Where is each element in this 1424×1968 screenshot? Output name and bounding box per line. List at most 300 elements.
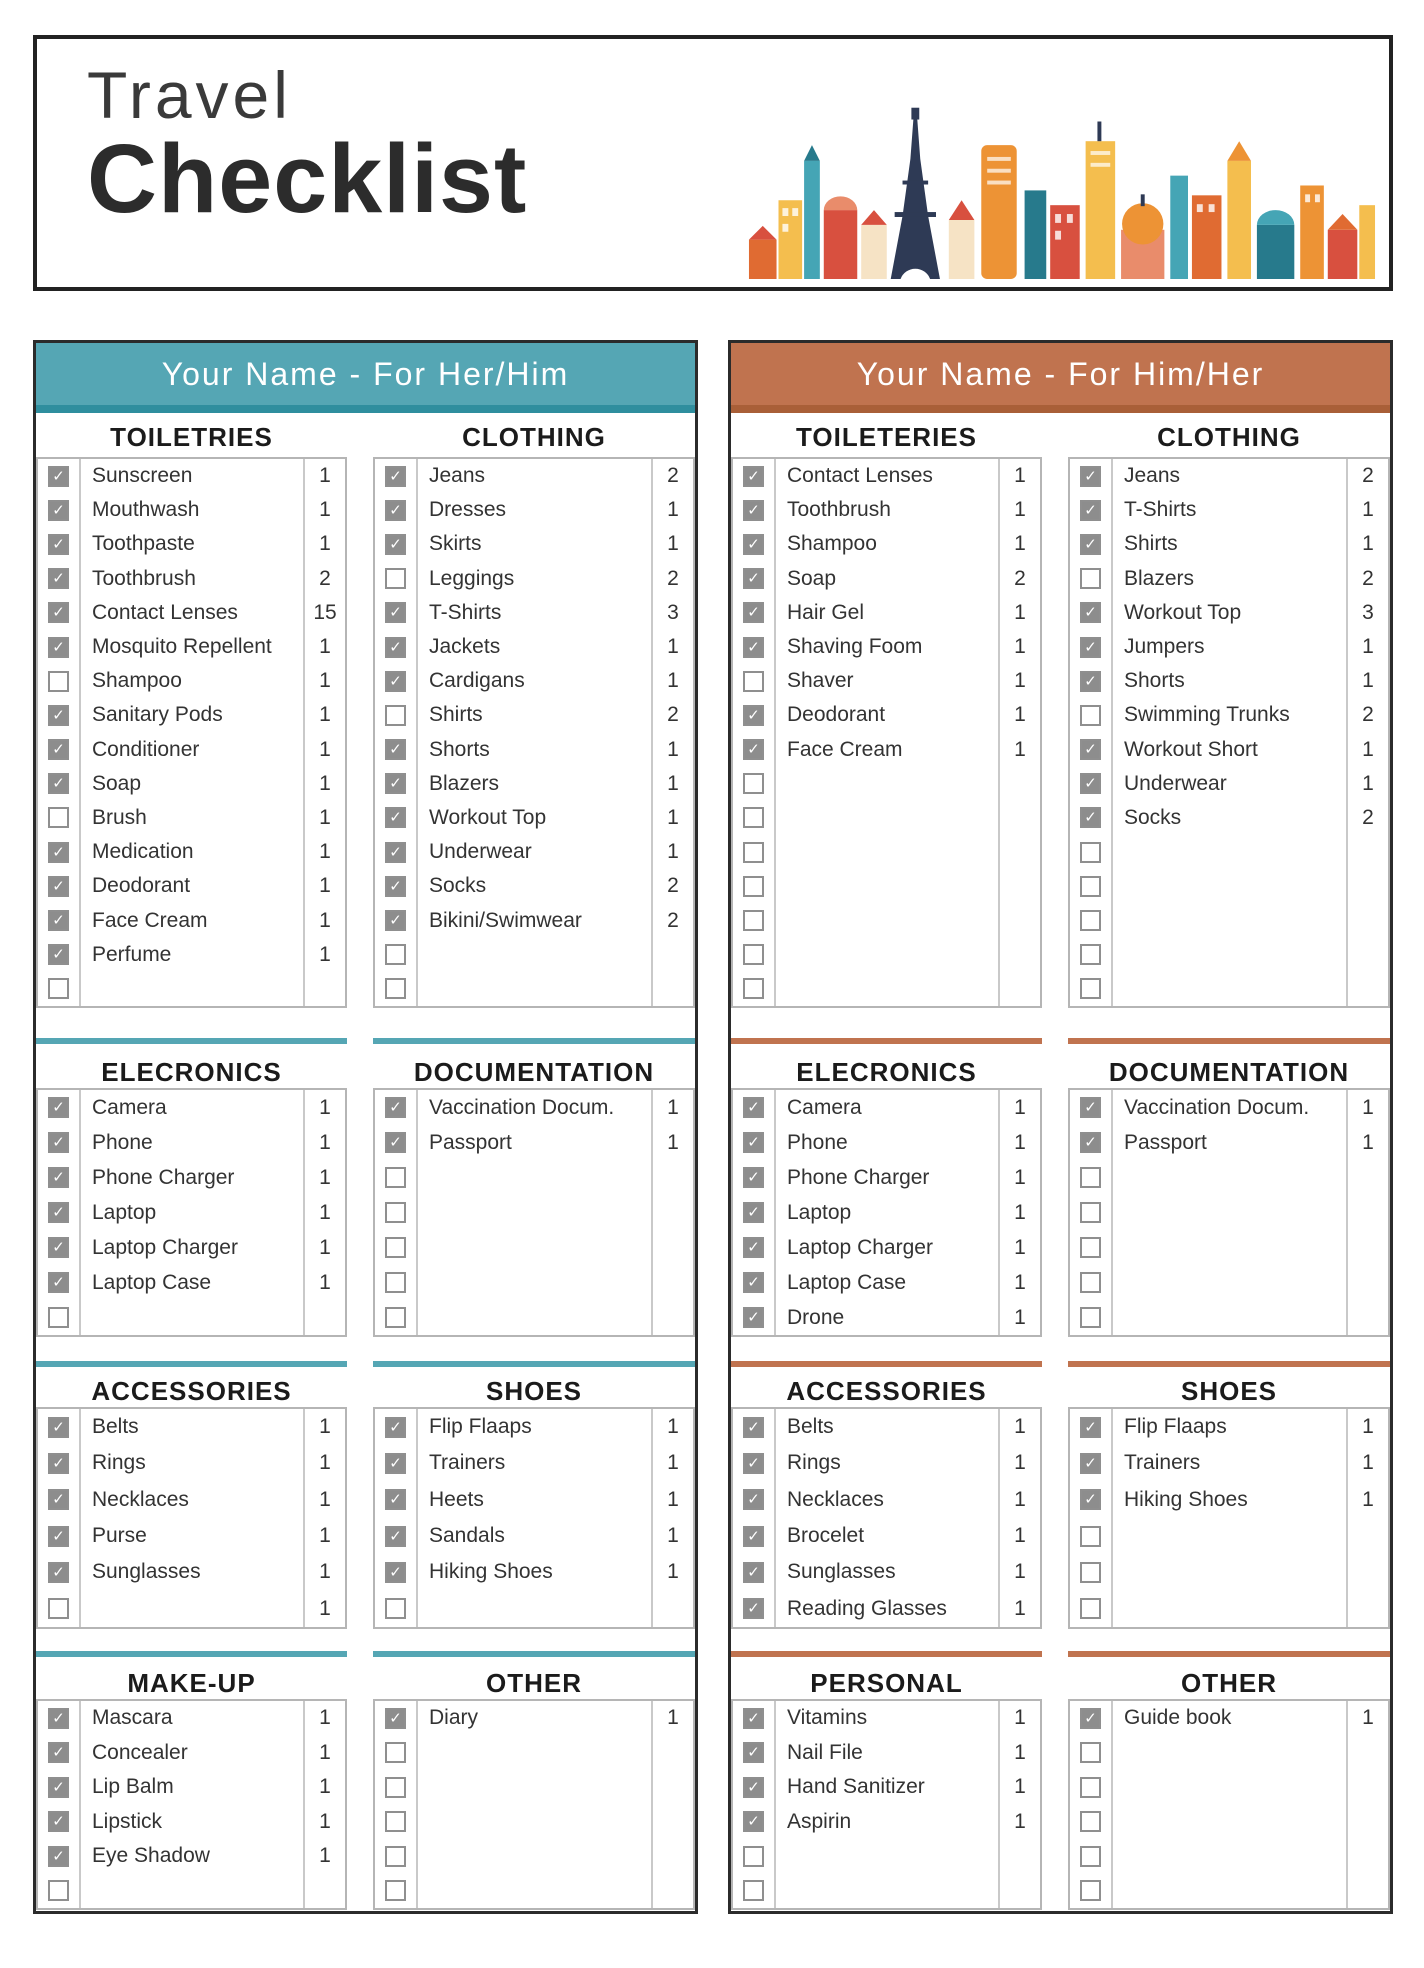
checkbox-checked[interactable] <box>48 876 69 897</box>
item-label <box>418 1265 651 1300</box>
checkbox-checked[interactable] <box>1080 739 1101 760</box>
checkbox-checked[interactable] <box>48 1742 69 1763</box>
checkbox-checked[interactable] <box>385 671 406 692</box>
checkbox-checked[interactable] <box>743 1417 764 1438</box>
checkbox-checked[interactable] <box>743 1453 764 1474</box>
checkbox-unchecked[interactable] <box>48 807 69 828</box>
item-label: Eye Shadow <box>92 1844 210 1868</box>
item-qty: 1 <box>303 869 345 903</box>
checkbox-checked[interactable] <box>385 1097 406 1118</box>
item-qty: 1 <box>303 1195 345 1230</box>
checkbox-unchecked[interactable] <box>385 1307 406 1328</box>
checkbox-unchecked[interactable] <box>385 705 406 726</box>
checkbox-unchecked[interactable] <box>743 1846 764 1867</box>
checkbox-unchecked[interactable] <box>385 1598 406 1619</box>
checkbox-checked[interactable] <box>385 1417 406 1438</box>
checkbox-unchecked[interactable] <box>743 842 764 863</box>
checkbox-checked[interactable] <box>743 1272 764 1293</box>
checklist-row <box>38 1409 345 1445</box>
item-label <box>1113 1804 1346 1839</box>
item-qty: 1 <box>303 1409 345 1445</box>
checklist-row <box>1070 1125 1388 1160</box>
checklist-row <box>733 1265 1040 1300</box>
item-qty: 1 <box>998 1482 1040 1518</box>
checklist <box>36 1699 347 1910</box>
checklist-row <box>375 1735 693 1770</box>
checkbox-unchecked[interactable] <box>1080 1846 1101 1867</box>
checkbox-unchecked[interactable] <box>385 1167 406 1188</box>
checkbox-checked[interactable] <box>743 1167 764 1188</box>
checkbox-checked[interactable] <box>48 466 69 487</box>
item-qty: 1 <box>1346 733 1388 767</box>
checkbox-checked[interactable] <box>48 568 69 589</box>
checkbox-unchecked[interactable] <box>1080 1598 1101 1619</box>
checkbox-unchecked[interactable] <box>48 1307 69 1328</box>
item-qty: 1 <box>303 1445 345 1481</box>
checkbox-unchecked[interactable] <box>743 1880 764 1901</box>
item-qty <box>998 869 1040 903</box>
checkbox-checked[interactable] <box>1080 637 1101 658</box>
checklist-row <box>38 1873 345 1908</box>
item-label: Toothbrush <box>787 498 891 522</box>
item-qty <box>1346 1195 1388 1230</box>
checkbox-unchecked[interactable] <box>1080 705 1101 726</box>
item-label <box>81 972 303 1006</box>
checklist-row <box>38 1482 345 1518</box>
checkbox-checked[interactable] <box>743 466 764 487</box>
checklist-row <box>38 562 345 596</box>
checkbox-checked[interactable] <box>1080 1453 1101 1474</box>
item-label: Soap <box>92 771 142 795</box>
checklist-row <box>733 972 1040 1006</box>
section-divider <box>36 1361 347 1367</box>
checkbox-checked[interactable] <box>743 602 764 623</box>
checklist-row <box>1070 1482 1388 1518</box>
checkbox-checked[interactable] <box>48 1167 69 1188</box>
item-qty: 1 <box>1346 1701 1388 1736</box>
checkbox-checked[interactable] <box>743 1562 764 1583</box>
checklist-row <box>733 459 1040 493</box>
checkbox-checked[interactable] <box>385 910 406 931</box>
checkbox-checked[interactable] <box>385 1526 406 1547</box>
item-qty: 1 <box>998 1160 1040 1195</box>
item-qty: 1 <box>651 527 693 561</box>
checkbox-checked[interactable] <box>743 1097 764 1118</box>
panel-title: Your Name - For Her/Him <box>161 355 570 392</box>
item-qty: 2 <box>1346 562 1388 596</box>
item-qty <box>651 1735 693 1770</box>
item-label: Vaccination Docum. <box>1124 1095 1310 1119</box>
item-qty <box>1346 1804 1388 1839</box>
checkbox-checked[interactable] <box>48 1272 69 1293</box>
item-qty: 1 <box>1346 1445 1388 1481</box>
checklist-row <box>375 1265 693 1300</box>
checklist-row <box>1070 733 1388 767</box>
item-qty <box>1346 1770 1388 1805</box>
item-label: Belts <box>92 1415 139 1439</box>
checkbox-checked[interactable] <box>48 1562 69 1583</box>
checkbox-unchecked[interactable] <box>743 978 764 999</box>
checkbox-checked[interactable] <box>743 1708 764 1729</box>
checkbox-checked[interactable] <box>48 910 69 931</box>
item-label: Sanitary Pods <box>92 703 223 727</box>
checklist-row <box>1070 1265 1388 1300</box>
checkbox-unchecked[interactable] <box>385 1742 406 1763</box>
checklist <box>1068 1407 1390 1629</box>
item-label <box>776 767 998 801</box>
checkbox-checked[interactable] <box>48 637 69 658</box>
checkbox-checked[interactable] <box>743 637 764 658</box>
item-qty: 1 <box>998 1265 1040 1300</box>
checklist-row <box>1070 1409 1388 1445</box>
item-qty: 1 <box>998 1770 1040 1805</box>
item-label: Vitamins <box>787 1706 868 1730</box>
item-qty: 2 <box>651 562 693 596</box>
item-label: Blazers <box>429 771 500 795</box>
item-label: Phone <box>787 1130 848 1154</box>
item-label: T-Shirts <box>1124 498 1197 522</box>
checkbox-unchecked[interactable] <box>385 1202 406 1223</box>
checkbox-unchecked[interactable] <box>385 1272 406 1293</box>
checkbox-checked[interactable] <box>743 1526 764 1547</box>
checklist-row <box>733 1518 1040 1554</box>
checklist-row <box>375 1160 693 1195</box>
item-qty: 1 <box>303 630 345 664</box>
item-qty <box>303 1300 345 1335</box>
checkbox-checked[interactable] <box>1080 534 1101 555</box>
checklist-row <box>1070 698 1388 732</box>
checkbox-unchecked[interactable] <box>1080 910 1101 931</box>
checkbox-checked[interactable] <box>385 842 406 863</box>
item-label: Passport <box>429 1130 512 1154</box>
item-label: Shirts <box>1124 532 1178 556</box>
checkbox-checked[interactable] <box>48 1417 69 1438</box>
checkbox-checked[interactable] <box>743 1777 764 1798</box>
checklist <box>1068 457 1390 1008</box>
checklist-row <box>375 972 693 1006</box>
checkbox-unchecked[interactable] <box>1080 1880 1101 1901</box>
checklist-row <box>733 630 1040 664</box>
checkbox-checked[interactable] <box>743 1132 764 1153</box>
checkbox-checked[interactable] <box>1080 1417 1101 1438</box>
checklist-row <box>733 1300 1040 1335</box>
checkbox-unchecked[interactable] <box>743 876 764 897</box>
checkbox-checked[interactable] <box>743 1307 764 1328</box>
checkbox-unchecked[interactable] <box>1080 568 1101 589</box>
checkbox-checked[interactable] <box>48 534 69 555</box>
checklist-row <box>38 1518 345 1554</box>
checkbox-checked[interactable] <box>743 1237 764 1258</box>
checkbox-unchecked[interactable] <box>1080 1167 1101 1188</box>
checkbox-checked[interactable] <box>1080 1708 1101 1729</box>
checkbox-unchecked[interactable] <box>385 944 406 965</box>
item-label: Jackets <box>429 635 501 659</box>
item-qty: 1 <box>303 1125 345 1160</box>
checkbox-checked[interactable] <box>385 876 406 897</box>
section-band <box>731 1038 1390 1337</box>
checklist-row <box>733 835 1040 869</box>
item-qty <box>1346 1839 1388 1874</box>
panel-title: Your Name - For Him/Her <box>856 355 1265 392</box>
checkbox-checked[interactable] <box>1080 500 1101 521</box>
checklist-row <box>38 1230 345 1265</box>
checkbox-checked[interactable] <box>1080 1489 1101 1510</box>
section-title: DOCUMENTATION <box>413 1057 655 1087</box>
item-qty <box>651 1195 693 1230</box>
checkbox-unchecked[interactable] <box>1080 1272 1101 1293</box>
checklist-row <box>733 1735 1040 1770</box>
checkbox-unchecked[interactable] <box>1080 1777 1101 1798</box>
item-label: Jeans <box>429 464 486 488</box>
checkbox-checked[interactable] <box>385 807 406 828</box>
checkbox-checked[interactable] <box>743 568 764 589</box>
checkbox-unchecked[interactable] <box>743 671 764 692</box>
item-qty <box>1346 869 1388 903</box>
checkbox-checked[interactable] <box>48 1811 69 1832</box>
checkbox-checked[interactable] <box>743 739 764 760</box>
checkbox-checked[interactable] <box>48 1489 69 1510</box>
item-label: Workout Top <box>429 805 547 829</box>
item-qty <box>998 1839 1040 1874</box>
checkbox-unchecked[interactable] <box>48 671 69 692</box>
checkbox-checked[interactable] <box>48 1846 69 1867</box>
item-label: Laptop Case <box>787 1270 907 1294</box>
checkbox-checked[interactable] <box>48 944 69 965</box>
checkbox-checked[interactable] <box>1080 602 1101 623</box>
checkbox-checked[interactable] <box>48 842 69 863</box>
checkbox-checked[interactable] <box>385 466 406 487</box>
item-qty: 1 <box>303 493 345 527</box>
checkbox-checked[interactable] <box>743 1598 764 1619</box>
checkbox-unchecked[interactable] <box>1080 978 1101 999</box>
checkbox-checked[interactable] <box>385 773 406 794</box>
item-label: Sunglasses <box>92 1560 201 1584</box>
checklist-row <box>733 1770 1040 1805</box>
checkbox-checked[interactable] <box>385 1453 406 1474</box>
item-label: Purse <box>92 1524 147 1548</box>
item-label <box>776 972 998 1006</box>
checkbox-checked[interactable] <box>48 1132 69 1153</box>
checklist-row <box>38 1195 345 1230</box>
checkbox-checked[interactable] <box>48 1097 69 1118</box>
checkbox-unchecked[interactable] <box>385 568 406 589</box>
checklist <box>36 1088 347 1337</box>
item-label: Workout Top <box>1124 600 1242 624</box>
checkbox-unchecked[interactable] <box>385 978 406 999</box>
checklist-row <box>38 664 345 698</box>
checkbox-checked[interactable] <box>48 773 69 794</box>
item-qty: 1 <box>303 698 345 732</box>
checkbox-unchecked[interactable] <box>385 1777 406 1798</box>
checkbox-unchecked[interactable] <box>1080 876 1101 897</box>
item-qty: 1 <box>998 1445 1040 1481</box>
checkbox-checked[interactable] <box>48 1777 69 1798</box>
item-label <box>418 1873 651 1908</box>
checkbox-checked[interactable] <box>48 1237 69 1258</box>
item-label: Dresses <box>429 498 507 522</box>
item-qty: 1 <box>651 1482 693 1518</box>
item-qty: 1 <box>651 1125 693 1160</box>
item-qty: 3 <box>651 596 693 630</box>
item-label: Swimming Trunks <box>1124 703 1290 727</box>
checkbox-unchecked[interactable] <box>1080 1237 1101 1258</box>
checklist-row <box>375 630 693 664</box>
item-qty: 1 <box>303 938 345 972</box>
item-qty: 1 <box>1346 630 1388 664</box>
checkbox-unchecked[interactable] <box>48 1598 69 1619</box>
item-label: Guide book <box>1124 1706 1232 1730</box>
section-title: CLOTHING <box>462 422 606 452</box>
checkbox-checked[interactable] <box>48 602 69 623</box>
checkbox-unchecked[interactable] <box>1080 842 1101 863</box>
checklist-row <box>38 1804 345 1839</box>
checklist-row <box>1070 801 1388 835</box>
checkbox-checked[interactable] <box>743 1489 764 1510</box>
checkbox-unchecked[interactable] <box>385 1846 406 1867</box>
checkbox-checked[interactable] <box>1080 1132 1101 1153</box>
item-qty <box>651 1265 693 1300</box>
item-qty: 1 <box>1346 493 1388 527</box>
checkbox-unchecked[interactable] <box>385 1880 406 1901</box>
item-qty <box>303 972 345 1006</box>
checkbox-unchecked[interactable] <box>1080 1811 1101 1832</box>
section-title: SHOES <box>1180 1376 1278 1406</box>
item-qty <box>1346 1518 1388 1554</box>
checklist-row <box>38 801 345 835</box>
checklist-row <box>1070 459 1388 493</box>
checkbox-checked[interactable] <box>1080 466 1101 487</box>
item-qty <box>651 1230 693 1265</box>
checkbox-unchecked[interactable] <box>1080 1742 1101 1763</box>
checkbox-checked[interactable] <box>48 1708 69 1729</box>
item-qty: 1 <box>303 1160 345 1195</box>
item-qty: 2 <box>651 459 693 493</box>
checklist-row <box>1070 972 1388 1006</box>
checkbox-checked[interactable] <box>385 1489 406 1510</box>
checklist-row <box>733 1195 1040 1230</box>
checkbox-checked[interactable] <box>743 705 764 726</box>
item-qty: 15 <box>303 596 345 630</box>
checkbox-unchecked[interactable] <box>743 807 764 828</box>
item-label <box>418 1300 651 1335</box>
item-qty <box>998 972 1040 1006</box>
item-label: Phone <box>92 1130 153 1154</box>
item-label: Shorts <box>429 737 490 761</box>
checklist-row <box>375 1839 693 1874</box>
checkbox-checked[interactable] <box>1080 1097 1101 1118</box>
item-label <box>81 1590 303 1626</box>
checklist-row <box>1070 664 1388 698</box>
checklist-row <box>375 1554 693 1590</box>
checkbox-checked[interactable] <box>385 739 406 760</box>
item-qty: 1 <box>651 1090 693 1125</box>
item-qty: 1 <box>998 596 1040 630</box>
checkbox-unchecked[interactable] <box>1080 944 1101 965</box>
checkbox-checked[interactable] <box>48 739 69 760</box>
item-label: Necklaces <box>92 1487 189 1511</box>
item-qty: 1 <box>303 1090 345 1125</box>
checklist-row <box>733 664 1040 698</box>
checkbox-checked[interactable] <box>1080 773 1101 794</box>
item-qty <box>651 1590 693 1626</box>
checkbox-unchecked[interactable] <box>1080 1562 1101 1583</box>
item-qty: 1 <box>998 1701 1040 1736</box>
checklist-row <box>1070 1300 1388 1335</box>
checklist-row <box>1070 1590 1388 1626</box>
checkbox-unchecked[interactable] <box>1080 1526 1101 1547</box>
checkbox-checked[interactable] <box>385 1132 406 1153</box>
checkbox-checked[interactable] <box>385 1562 406 1583</box>
checklist-row <box>375 801 693 835</box>
item-qty: 2 <box>998 562 1040 596</box>
checkbox-unchecked[interactable] <box>743 910 764 931</box>
checklist-row <box>38 1770 345 1805</box>
item-label: Toothpaste <box>92 532 195 556</box>
checklist-row <box>1070 1518 1388 1554</box>
item-label: Camera <box>787 1095 862 1119</box>
checkbox-checked[interactable] <box>743 1811 764 1832</box>
item-qty: 1 <box>303 835 345 869</box>
checklist-row <box>1070 835 1388 869</box>
checkbox-checked[interactable] <box>48 1526 69 1547</box>
checkbox-checked[interactable] <box>48 1453 69 1474</box>
checkbox-checked[interactable] <box>385 534 406 555</box>
checkbox-checked[interactable] <box>1080 671 1101 692</box>
item-label <box>1113 869 1346 903</box>
checkbox-unchecked[interactable] <box>743 773 764 794</box>
item-qty: 1 <box>303 527 345 561</box>
checkbox-checked[interactable] <box>48 500 69 521</box>
checkbox-unchecked[interactable] <box>385 1237 406 1258</box>
item-label <box>418 938 651 972</box>
checkbox-unchecked[interactable] <box>1080 1202 1101 1223</box>
checkbox-checked[interactable] <box>385 500 406 521</box>
item-label: Contact Lenses <box>787 464 933 488</box>
checkbox-checked[interactable] <box>48 705 69 726</box>
item-qty <box>1346 938 1388 972</box>
panel-her <box>33 340 698 1914</box>
checkbox-unchecked[interactable] <box>48 978 69 999</box>
checkbox-checked[interactable] <box>743 534 764 555</box>
checkbox-checked[interactable] <box>1080 807 1101 828</box>
section-band <box>36 1651 695 1910</box>
checklist <box>731 1088 1042 1337</box>
checkbox-checked[interactable] <box>743 1742 764 1763</box>
item-label: Brocelet <box>787 1524 865 1548</box>
item-qty: 1 <box>303 664 345 698</box>
checklist-row <box>1070 1195 1388 1230</box>
item-label: Soap <box>787 566 837 590</box>
checkbox-checked[interactable] <box>743 500 764 521</box>
checkbox-unchecked[interactable] <box>743 944 764 965</box>
checkbox-unchecked[interactable] <box>48 1880 69 1901</box>
checkbox-checked[interactable] <box>385 1708 406 1729</box>
checkbox-unchecked[interactable] <box>385 1811 406 1832</box>
checklist <box>36 1407 347 1629</box>
item-label <box>418 972 651 1006</box>
item-qty: 2 <box>303 562 345 596</box>
checkbox-checked[interactable] <box>385 637 406 658</box>
checklist-row <box>1070 1230 1388 1265</box>
item-qty: 1 <box>998 733 1040 767</box>
checkbox-unchecked[interactable] <box>1080 1307 1101 1328</box>
checkbox-checked[interactable] <box>743 1202 764 1223</box>
item-label: Hiking Shoes <box>1124 1487 1248 1511</box>
checkbox-checked[interactable] <box>385 602 406 623</box>
checklist-row <box>38 630 345 664</box>
item-qty <box>998 1873 1040 1908</box>
checkbox-checked[interactable] <box>48 1202 69 1223</box>
